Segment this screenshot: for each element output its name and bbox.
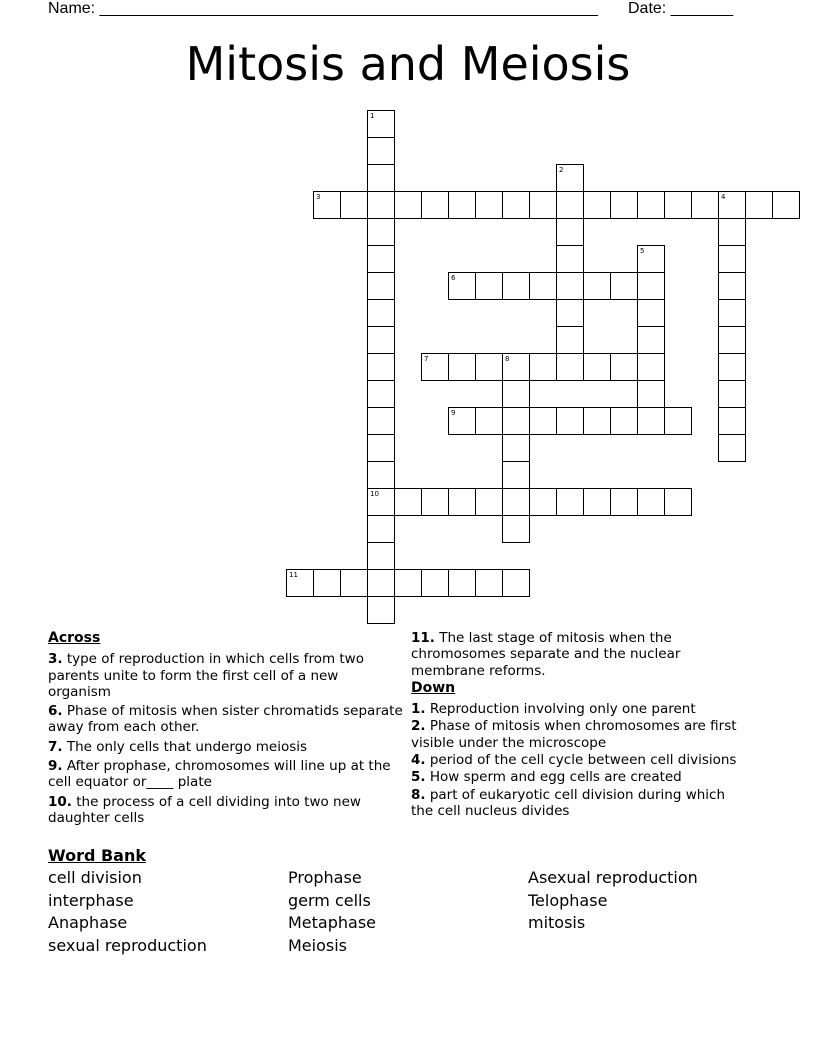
word-bank-item: germ cells <box>288 890 371 910</box>
crossword-cell[interactable] <box>610 272 638 300</box>
crossword-cell[interactable] <box>367 191 395 219</box>
crossword-cell[interactable] <box>556 488 584 516</box>
crossword-cell[interactable] <box>286 569 314 597</box>
clue-number-label: 9 <box>451 409 456 417</box>
word-bank-item: interphase <box>48 890 134 910</box>
clue-number: 10. <box>48 793 72 810</box>
word-bank-column-1 <box>48 867 207 957</box>
clue-number-label: 11 <box>289 571 298 579</box>
clue-number-label: 1 <box>370 112 375 120</box>
clue-number: 5. <box>411 769 426 786</box>
clue-text: Reproduction involving only one parent <box>425 701 696 718</box>
crossword-cell[interactable] <box>367 137 395 165</box>
crossword-cell[interactable] <box>556 407 584 435</box>
clue-across-9 <box>48 758 404 791</box>
clue-number: 9. <box>48 758 63 775</box>
crossword-cell[interactable] <box>448 569 476 597</box>
clue-text: the process of a cell dividing into two new daughter cells <box>48 793 361 826</box>
name-field-label: Name: ________________________________________________________ <box>48 0 598 17</box>
word-bank-item: Telophase <box>528 890 608 910</box>
word-bank-item: Prophase <box>288 868 362 887</box>
crossword-cell[interactable] <box>502 353 530 381</box>
crossword-cell[interactable] <box>583 272 611 300</box>
crossword-cell[interactable] <box>475 191 503 219</box>
crossword-cell[interactable] <box>583 353 611 381</box>
crossword-cell[interactable] <box>394 488 422 516</box>
crossword-cell[interactable] <box>610 353 638 381</box>
crossword-cell[interactable] <box>367 596 395 624</box>
clue-number-label: 5 <box>640 247 645 255</box>
clue-number: 4. <box>411 752 426 769</box>
crossword-cell[interactable] <box>367 542 395 570</box>
clue-text: The only cells that undergo meiosis <box>62 738 308 755</box>
crossword-cell[interactable] <box>637 299 665 327</box>
word-bank-column-3 <box>528 867 698 935</box>
crossword-cell[interactable] <box>529 353 557 381</box>
crossword-cell[interactable] <box>529 191 557 219</box>
crossword-cell[interactable] <box>718 434 746 462</box>
clue-text: Phase of mitosis when sister chromatids separate away from each other. <box>48 703 403 736</box>
clue-number-label: 10 <box>370 490 379 498</box>
word-bank-item: cell division <box>48 868 142 887</box>
crossword-cell[interactable] <box>529 488 557 516</box>
crossword-cell[interactable] <box>556 326 584 354</box>
page-title: Mitosis and Meiosis <box>185 37 631 91</box>
clue-number-label: 7 <box>424 355 429 363</box>
crossword-cell[interactable] <box>637 191 665 219</box>
word-bank-item: Meiosis <box>288 935 347 955</box>
crossword-cell[interactable] <box>367 218 395 246</box>
crossword-cell[interactable] <box>367 164 395 192</box>
crossword-cell[interactable] <box>664 191 692 219</box>
clue-text: Phase of mitosis when chromosomes are first visible under the microscope <box>411 718 737 751</box>
clue-text: type of reproduction in which cells from two parents unite to form the first cell of a new organism <box>48 651 364 700</box>
across-heading: Across <box>48 630 101 646</box>
crossword-cell[interactable] <box>637 353 665 381</box>
crossword-cell[interactable] <box>502 407 530 435</box>
clues-left-column <box>48 630 404 826</box>
clue-number-label: 4 <box>721 193 726 201</box>
clue-across-11 <box>411 630 741 679</box>
clue-across-10 <box>48 794 404 827</box>
clue-down-8 <box>411 787 741 820</box>
crossword-cell[interactable] <box>367 326 395 354</box>
clue-across-6 <box>48 703 404 736</box>
crossword-cell[interactable] <box>502 434 530 462</box>
crossword-cell[interactable] <box>718 272 746 300</box>
crossword-cell[interactable] <box>772 191 800 219</box>
clue-number-label: 8 <box>505 355 510 363</box>
crossword-cell[interactable] <box>556 191 584 219</box>
crossword-cell[interactable] <box>718 245 746 273</box>
crossword-cell[interactable] <box>556 272 584 300</box>
crossword-cell[interactable] <box>502 461 530 489</box>
crossword-cell[interactable] <box>610 488 638 516</box>
clue-number: 1. <box>411 701 426 718</box>
crossword-cell[interactable] <box>367 515 395 543</box>
crossword-cell[interactable] <box>502 515 530 543</box>
crossword-cell[interactable] <box>475 488 503 516</box>
clue-down-5 <box>411 769 741 785</box>
crossword-cell[interactable] <box>394 191 422 219</box>
clue-across-7 <box>48 739 404 755</box>
clue-number-label: 3 <box>316 193 321 201</box>
clue-text: How sperm and egg cells are created <box>425 769 682 786</box>
crossword-cell[interactable] <box>718 326 746 354</box>
crossword-cell[interactable] <box>502 488 530 516</box>
crossword-cell[interactable] <box>367 461 395 489</box>
crossword-cell[interactable] <box>313 191 341 219</box>
crossword-cell[interactable] <box>745 191 773 219</box>
crossword-cell[interactable] <box>367 434 395 462</box>
crossword-cell[interactable] <box>340 569 368 597</box>
crossword-cell[interactable] <box>637 272 665 300</box>
clues-right-column <box>411 630 741 819</box>
clue-text: After prophase, chromosomes will line up at the cell equator or____ plate <box>48 758 391 791</box>
crossword-cell[interactable] <box>583 407 611 435</box>
crossword-cell[interactable] <box>718 191 746 219</box>
clue-text: part of eukaryotic cell division during which the cell nucleus divides <box>411 786 726 819</box>
clue-down-2 <box>411 718 741 751</box>
clue-number: 3. <box>48 651 63 668</box>
clue-number: 7. <box>48 738 63 755</box>
word-bank-heading: Word Bank <box>48 846 147 865</box>
word-bank-item: Asexual reproduction <box>528 868 698 887</box>
crossword-cell[interactable] <box>664 488 692 516</box>
crossword-cell[interactable] <box>664 407 692 435</box>
crossword-cell[interactable] <box>421 191 449 219</box>
crossword-cell[interactable] <box>637 326 665 354</box>
clue-number-label: 2 <box>559 166 564 174</box>
crossword-cell[interactable] <box>367 407 395 435</box>
clue-across-3 <box>48 651 404 700</box>
crossword-cell[interactable] <box>475 407 503 435</box>
crossword-cell[interactable] <box>502 569 530 597</box>
word-bank-item: Anaphase <box>48 913 128 933</box>
crossword-cell[interactable] <box>718 380 746 408</box>
crossword-cell[interactable] <box>367 299 395 327</box>
crossword-cell[interactable] <box>583 488 611 516</box>
crossword-cell[interactable] <box>367 245 395 273</box>
crossword-cell[interactable] <box>448 407 476 435</box>
crossword-cell[interactable] <box>313 569 341 597</box>
down-heading: Down <box>411 679 456 696</box>
crossword-cell[interactable] <box>421 569 449 597</box>
crossword-cell[interactable] <box>502 380 530 408</box>
clue-down-1 <box>411 701 741 717</box>
crossword-cell[interactable] <box>610 191 638 219</box>
crossword-cell[interactable] <box>367 272 395 300</box>
crossword-cell[interactable] <box>502 272 530 300</box>
crossword-cell[interactable] <box>367 353 395 381</box>
clue-number-label: 6 <box>451 274 456 282</box>
clue-down-4 <box>411 752 741 768</box>
crossword-cell[interactable] <box>367 110 395 138</box>
crossword-cell[interactable] <box>448 488 476 516</box>
crossword-cell[interactable] <box>718 353 746 381</box>
crossword-cell[interactable] <box>448 272 476 300</box>
clue-number: 2. <box>411 718 426 735</box>
clue-number: 6. <box>48 703 63 720</box>
word-bank-item: mitosis <box>528 913 586 933</box>
word-bank-column-2 <box>288 867 376 957</box>
crossword-cell[interactable] <box>718 407 746 435</box>
clue-number: 8. <box>411 786 426 803</box>
crossword-cell[interactable] <box>448 353 476 381</box>
crossword-cell[interactable] <box>529 272 557 300</box>
crossword-cell[interactable] <box>556 218 584 246</box>
crossword-cell[interactable] <box>448 191 476 219</box>
clue-text: The last stage of mitosis when the chromosomes separate and the nuclear membrane reforms. <box>411 630 681 679</box>
crossword-cell[interactable] <box>610 407 638 435</box>
crossword-cell[interactable] <box>394 569 422 597</box>
crossword-cell[interactable] <box>475 569 503 597</box>
crossword-cell[interactable] <box>502 191 530 219</box>
crossword-cell[interactable] <box>556 164 584 192</box>
clue-number: 11. <box>411 630 435 646</box>
crossword-cell[interactable] <box>637 488 665 516</box>
crossword-cell[interactable] <box>718 299 746 327</box>
crossword-cell[interactable] <box>637 380 665 408</box>
crossword-cell[interactable] <box>556 299 584 327</box>
word-bank-item: sexual reproduction <box>48 935 207 955</box>
crossword-cell[interactable] <box>367 380 395 408</box>
word-bank-item: Metaphase <box>288 913 377 933</box>
crossword-cell[interactable] <box>475 353 503 381</box>
crossword-cell[interactable] <box>340 191 368 219</box>
crossword-cell[interactable] <box>556 245 584 273</box>
crossword-cell[interactable] <box>529 407 557 435</box>
crossword-cell[interactable] <box>637 245 665 273</box>
crossword-cell[interactable] <box>718 218 746 246</box>
crossword-cell[interactable] <box>637 407 665 435</box>
crossword-cell[interactable] <box>367 569 395 597</box>
crossword-cell[interactable] <box>367 488 395 516</box>
crossword-cell[interactable] <box>583 191 611 219</box>
crossword-cell[interactable] <box>556 353 584 381</box>
clue-text: period of the cell cycle between cell divisions <box>425 752 737 769</box>
crossword-cell[interactable] <box>475 272 503 300</box>
crossword-cell[interactable] <box>421 488 449 516</box>
crossword-cell[interactable] <box>691 191 719 219</box>
crossword-cell[interactable] <box>421 353 449 381</box>
date-field-label: Date: _______ <box>628 0 733 17</box>
